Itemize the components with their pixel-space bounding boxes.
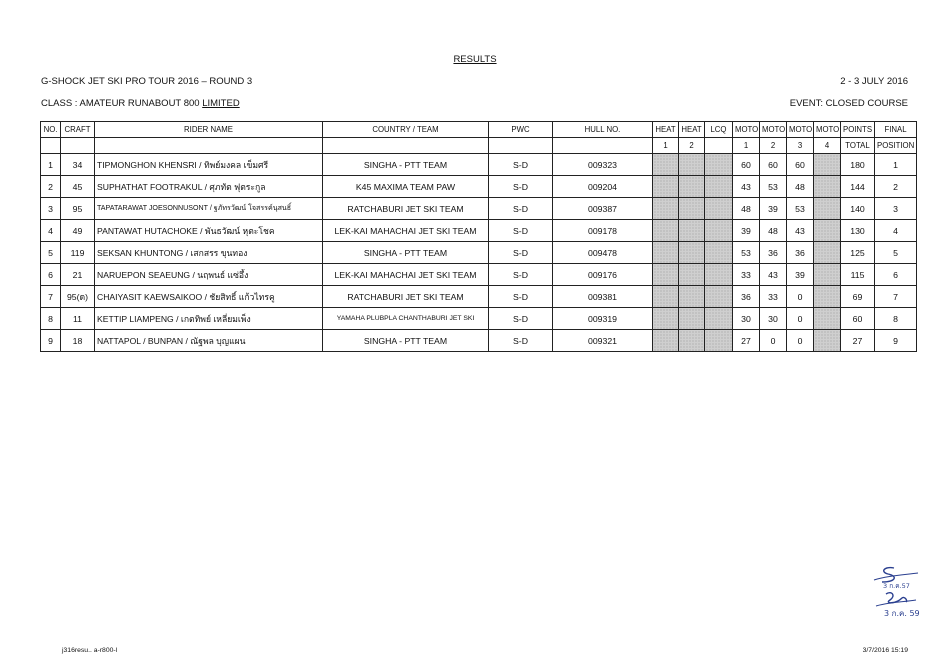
sub-rider bbox=[95, 138, 323, 154]
cell-hull: 009178 bbox=[553, 220, 653, 242]
cell-total: 115 bbox=[841, 264, 875, 286]
cell-hull: 009323 bbox=[553, 154, 653, 176]
col-moto3: MOTO bbox=[787, 122, 814, 138]
event-name: G-SHOCK JET SKI PRO TOUR 2016 – ROUND 3 bbox=[41, 76, 253, 87]
cell-team: YAMAHA PLUBPLA CHANTHABURI JET SKI bbox=[323, 308, 489, 330]
cell-moto1: 43 bbox=[733, 176, 760, 198]
cell-hull: 009387 bbox=[553, 198, 653, 220]
cell-moto4 bbox=[814, 308, 841, 330]
table-row bbox=[41, 198, 917, 220]
cell-heat2 bbox=[679, 242, 705, 264]
cell-pwc: S-D bbox=[489, 198, 553, 220]
cell-craft: 95 bbox=[61, 198, 95, 220]
class-prefix: CLASS : AMATEUR RUNABOUT 800 bbox=[41, 98, 203, 109]
cell-heat1 bbox=[653, 264, 679, 286]
cell-no: 2 bbox=[41, 176, 61, 198]
cell-position: 2 bbox=[875, 176, 917, 198]
cell-moto1: 27 bbox=[733, 330, 760, 352]
cell-pwc: S-D bbox=[489, 330, 553, 352]
cell-lcq bbox=[705, 286, 733, 308]
sub-no bbox=[41, 138, 61, 154]
cell-moto3: 43 bbox=[787, 220, 814, 242]
cell-moto4 bbox=[814, 220, 841, 242]
cell-position: 7 bbox=[875, 286, 917, 308]
col-hull: HULL NO. bbox=[553, 122, 653, 138]
table-row bbox=[41, 176, 917, 198]
cell-moto3: 39 bbox=[787, 264, 814, 286]
cell-no: 4 bbox=[41, 220, 61, 242]
cell-heat1 bbox=[653, 220, 679, 242]
cell-no: 7 bbox=[41, 286, 61, 308]
col-moto1: MOTO bbox=[733, 122, 760, 138]
cell-moto2: 53 bbox=[760, 176, 787, 198]
cell-moto4 bbox=[814, 176, 841, 198]
cell-craft: 11 bbox=[61, 308, 95, 330]
cell-moto1: 36 bbox=[733, 286, 760, 308]
cell-total: 125 bbox=[841, 242, 875, 264]
cell-position: 5 bbox=[875, 242, 917, 264]
cell-heat2 bbox=[679, 264, 705, 286]
col-moto2: MOTO bbox=[760, 122, 787, 138]
cell-hull: 009204 bbox=[553, 176, 653, 198]
cell-craft: 34 bbox=[61, 154, 95, 176]
cell-moto2: 43 bbox=[760, 264, 787, 286]
table-row bbox=[41, 242, 917, 264]
cell-lcq bbox=[705, 308, 733, 330]
cell-team: K45 MAXIMA TEAM PAW bbox=[323, 176, 489, 198]
sub-lcq bbox=[705, 138, 733, 154]
cell-team: LEK-KAI MAHACHAI JET SKI TEAM bbox=[323, 264, 489, 286]
cell-team: LEK-KAI MAHACHAI JET SKI TEAM bbox=[323, 220, 489, 242]
cell-rider: SUPHATHAT FOOTRAKUL / ศุภทัต ฟุตระกูล bbox=[95, 176, 323, 198]
cell-craft: 18 bbox=[61, 330, 95, 352]
cell-moto3: 48 bbox=[787, 176, 814, 198]
cell-rider: SEKSAN KHUNTONG / เสกสรร ขุนทอง bbox=[95, 242, 323, 264]
sub-craft bbox=[61, 138, 95, 154]
table-row bbox=[41, 154, 917, 176]
sub-moto1: 1 bbox=[733, 138, 760, 154]
col-points: POINTS bbox=[841, 122, 875, 138]
cell-position: 1 bbox=[875, 154, 917, 176]
sub-final: POSITION bbox=[875, 138, 917, 154]
cell-moto4 bbox=[814, 154, 841, 176]
cell-heat1 bbox=[653, 176, 679, 198]
table-row bbox=[41, 264, 917, 286]
subheader-row bbox=[41, 138, 917, 154]
cell-moto1: 33 bbox=[733, 264, 760, 286]
col-final: FINAL bbox=[875, 122, 917, 138]
sub-hull bbox=[553, 138, 653, 154]
col-moto4: MOTO bbox=[814, 122, 841, 138]
cell-lcq bbox=[705, 198, 733, 220]
col-heat2: HEAT bbox=[679, 122, 705, 138]
cell-craft: 21 bbox=[61, 264, 95, 286]
cell-pwc: S-D bbox=[489, 176, 553, 198]
cell-heat1 bbox=[653, 330, 679, 352]
cell-pwc: S-D bbox=[489, 308, 553, 330]
cell-pwc: S-D bbox=[489, 264, 553, 286]
cell-moto3: 0 bbox=[787, 330, 814, 352]
cell-heat2 bbox=[679, 176, 705, 198]
cell-total: 60 bbox=[841, 308, 875, 330]
cell-no: 5 bbox=[41, 242, 61, 264]
cell-position: 4 bbox=[875, 220, 917, 242]
cell-moto3: 0 bbox=[787, 308, 814, 330]
cell-hull: 009478 bbox=[553, 242, 653, 264]
cell-moto3: 36 bbox=[787, 242, 814, 264]
table-row bbox=[41, 286, 917, 308]
cell-heat2 bbox=[679, 198, 705, 220]
cell-lcq bbox=[705, 220, 733, 242]
cell-team: SINGHA - PTT TEAM bbox=[323, 330, 489, 352]
cell-heat1 bbox=[653, 198, 679, 220]
cell-pwc: S-D bbox=[489, 154, 553, 176]
table-row bbox=[41, 330, 917, 352]
cell-no: 1 bbox=[41, 154, 61, 176]
col-team: COUNTRY / TEAM bbox=[323, 122, 489, 138]
cell-craft: 119 bbox=[61, 242, 95, 264]
cell-rider: NARUEPON SEAEUNG / นฤพนธ์ แซ่อึ้ง bbox=[95, 264, 323, 286]
cell-moto1: 39 bbox=[733, 220, 760, 242]
cell-no: 6 bbox=[41, 264, 61, 286]
cell-moto2: 36 bbox=[760, 242, 787, 264]
cell-heat2 bbox=[679, 330, 705, 352]
cell-moto2: 33 bbox=[760, 286, 787, 308]
cell-lcq bbox=[705, 264, 733, 286]
col-pwc: PWC bbox=[489, 122, 553, 138]
event-dates: 2 - 3 JULY 2016 bbox=[840, 76, 908, 87]
svg-text:3 ก.ค. 59: 3 ก.ค. 59 bbox=[884, 609, 920, 618]
cell-no: 3 bbox=[41, 198, 61, 220]
cell-total: 140 bbox=[841, 198, 875, 220]
cell-hull: 009381 bbox=[553, 286, 653, 308]
cell-moto4 bbox=[814, 330, 841, 352]
cell-rider: CHAIYASIT KAEWSAIKOO / ชัยสิทธิ์ แก้วไทรคู bbox=[95, 286, 323, 308]
cell-total: 144 bbox=[841, 176, 875, 198]
cell-position: 9 bbox=[875, 330, 917, 352]
cell-rider: PANTAWAT HUTACHOKE / พันธวัฒน์ หุตะโชค bbox=[95, 220, 323, 242]
table-row bbox=[41, 220, 917, 242]
cell-moto1: 53 bbox=[733, 242, 760, 264]
col-no: NO. bbox=[41, 122, 61, 138]
col-heat1: HEAT bbox=[653, 122, 679, 138]
cell-moto1: 48 bbox=[733, 198, 760, 220]
cell-heat1 bbox=[653, 154, 679, 176]
cell-total: 180 bbox=[841, 154, 875, 176]
sub-moto2: 2 bbox=[760, 138, 787, 154]
sub-moto4: 4 bbox=[814, 138, 841, 154]
class-suffix: LIMITED bbox=[202, 98, 240, 109]
event-type: EVENT: CLOSED COURSE bbox=[789, 98, 908, 109]
cell-craft: 49 bbox=[61, 220, 95, 242]
cell-no: 8 bbox=[41, 308, 61, 330]
cell-hull: 009176 bbox=[553, 264, 653, 286]
cell-moto2: 0 bbox=[760, 330, 787, 352]
cell-position: 3 bbox=[875, 198, 917, 220]
results-table bbox=[40, 121, 917, 352]
cell-heat1 bbox=[653, 242, 679, 264]
cell-moto4 bbox=[814, 198, 841, 220]
cell-moto1: 60 bbox=[733, 154, 760, 176]
cell-moto4 bbox=[814, 286, 841, 308]
cell-hull: 009321 bbox=[553, 330, 653, 352]
cell-pwc: S-D bbox=[489, 242, 553, 264]
cell-position: 6 bbox=[875, 264, 917, 286]
cell-heat1 bbox=[653, 286, 679, 308]
print-timestamp: 3/7/2016 15:19 bbox=[862, 647, 908, 654]
cell-heat2 bbox=[679, 308, 705, 330]
cell-moto2: 39 bbox=[760, 198, 787, 220]
cell-hull: 009319 bbox=[553, 308, 653, 330]
sub-moto3: 3 bbox=[787, 138, 814, 154]
cell-total: 27 bbox=[841, 330, 875, 352]
svg-text:3 ก.ค.57: 3 ก.ค.57 bbox=[883, 582, 910, 590]
cell-heat2 bbox=[679, 154, 705, 176]
sub-heat2: 2 bbox=[679, 138, 705, 154]
header-row bbox=[41, 122, 917, 138]
cell-lcq bbox=[705, 154, 733, 176]
cell-pwc: S-D bbox=[489, 220, 553, 242]
cell-moto3: 60 bbox=[787, 154, 814, 176]
cell-moto1: 30 bbox=[733, 308, 760, 330]
table-row bbox=[41, 308, 917, 330]
cell-rider: NATTAPOL / BUNPAN / ณัฐพล บุญแผน bbox=[95, 330, 323, 352]
cell-lcq bbox=[705, 176, 733, 198]
cell-team: SINGHA - PTT TEAM bbox=[323, 154, 489, 176]
cell-moto4 bbox=[814, 242, 841, 264]
cell-no: 9 bbox=[41, 330, 61, 352]
cell-heat2 bbox=[679, 286, 705, 308]
col-craft: CRAFT bbox=[61, 122, 95, 138]
cell-lcq bbox=[705, 330, 733, 352]
cell-position: 8 bbox=[875, 308, 917, 330]
cell-team: RATCHABURI JET SKI TEAM bbox=[323, 198, 489, 220]
cell-moto2: 48 bbox=[760, 220, 787, 242]
cell-pwc: S-D bbox=[489, 286, 553, 308]
col-lcq: LCQ bbox=[705, 122, 733, 138]
cell-team: RATCHABURI JET SKI TEAM bbox=[323, 286, 489, 308]
sub-points: TOTAL bbox=[841, 138, 875, 154]
cell-lcq bbox=[705, 242, 733, 264]
cell-heat2 bbox=[679, 220, 705, 242]
class-label bbox=[41, 98, 240, 109]
cell-craft: 95(ด) bbox=[61, 286, 95, 308]
cell-moto2: 30 bbox=[760, 308, 787, 330]
handwritten-signature-icon bbox=[866, 562, 926, 622]
cell-moto2: 60 bbox=[760, 154, 787, 176]
cell-craft: 45 bbox=[61, 176, 95, 198]
cell-team: SINGHA - PTT TEAM bbox=[323, 242, 489, 264]
cell-total: 130 bbox=[841, 220, 875, 242]
sub-heat1: 1 bbox=[653, 138, 679, 154]
file-reference: j316resu.. a-r800-l bbox=[62, 647, 118, 654]
cell-moto3: 53 bbox=[787, 198, 814, 220]
col-rider: RIDER NAME bbox=[95, 122, 323, 138]
cell-rider: TIPMONGHON KHENSRI / ทิพย์มงคล เข็มศรี bbox=[95, 154, 323, 176]
cell-rider: TAPATARAWAT JOESONNUSONT / ฐภัทรวัฒน์ โจสรรค์นุสนธิ์ bbox=[95, 198, 323, 220]
cell-heat1 bbox=[653, 308, 679, 330]
sub-team bbox=[323, 138, 489, 154]
cell-total: 69 bbox=[841, 286, 875, 308]
sub-pwc bbox=[489, 138, 553, 154]
cell-rider: KETTIP LIAMPENG / เกตทิพย์ เหลี่ยมเพ็ง bbox=[95, 308, 323, 330]
page-title: RESULTS bbox=[453, 54, 497, 65]
cell-moto3: 0 bbox=[787, 286, 814, 308]
cell-moto4 bbox=[814, 264, 841, 286]
